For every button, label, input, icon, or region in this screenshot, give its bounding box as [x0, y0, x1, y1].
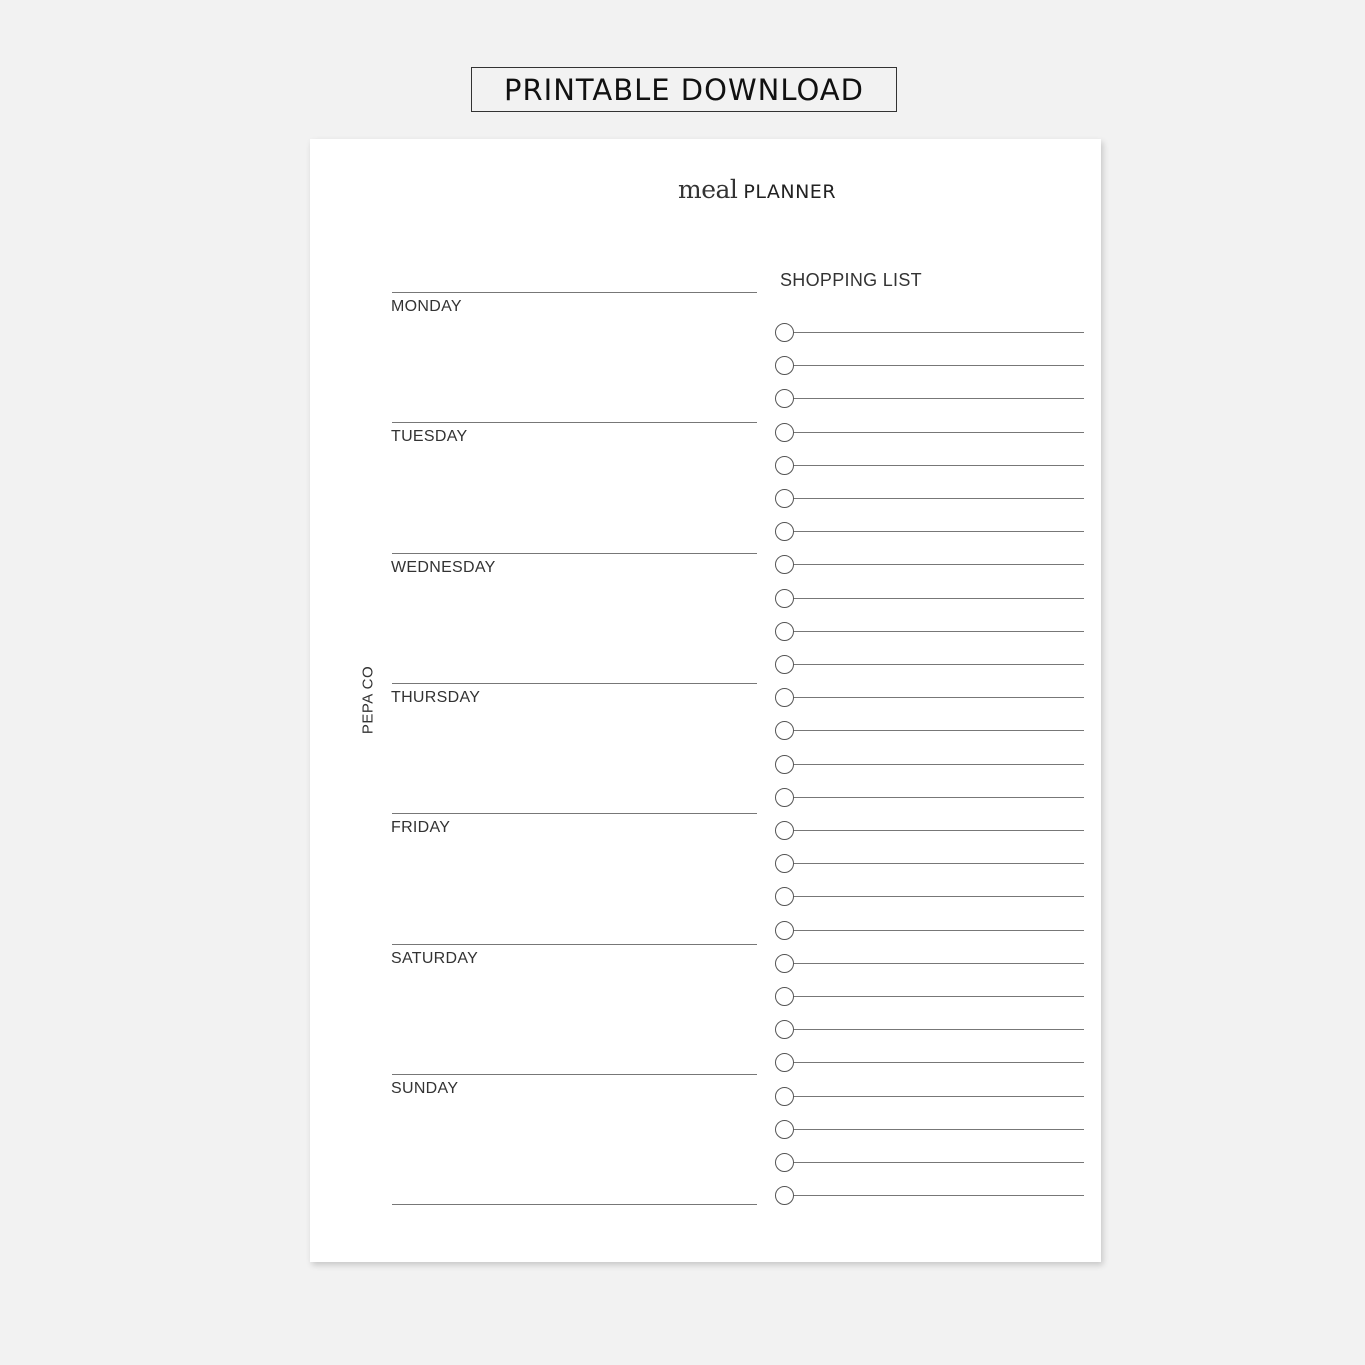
shopping-list-item [775, 688, 1085, 710]
shopping-list-item [775, 522, 1085, 544]
shopping-list-item [775, 1153, 1085, 1175]
shopping-item-line [793, 1195, 1084, 1196]
banner-label: PRINTABLE DOWNLOAD [504, 72, 864, 107]
shopping-list-item [775, 854, 1085, 876]
shopping-list-item [775, 489, 1085, 511]
shopping-item-line [793, 531, 1084, 532]
checkbox-circle-icon [775, 589, 794, 608]
day-divider [392, 1204, 757, 1205]
shopping-item-line [793, 664, 1084, 665]
shopping-item-line [793, 631, 1084, 632]
checkbox-circle-icon [775, 755, 794, 774]
shopping-item-line [793, 996, 1084, 997]
checkbox-circle-icon [775, 987, 794, 1006]
day-divider [392, 944, 757, 945]
checkbox-circle-icon [775, 1053, 794, 1072]
shopping-list-item [775, 555, 1085, 577]
checkbox-circle-icon [775, 423, 794, 442]
shopping-list-item [775, 721, 1085, 743]
day-label-saturday: SATURDAY [391, 949, 479, 967]
shopping-item-line [793, 365, 1084, 366]
shopping-list-item [775, 987, 1085, 1009]
shopping-list-item [775, 456, 1085, 478]
shopping-item-line [793, 398, 1084, 399]
checkbox-circle-icon [775, 1120, 794, 1139]
day-label-tuesday: TUESDAY [391, 428, 468, 446]
checkbox-circle-icon [775, 688, 794, 707]
checkbox-circle-icon [775, 655, 794, 674]
shopping-list-item [775, 389, 1085, 411]
day-divider [392, 1074, 757, 1075]
checkbox-circle-icon [775, 854, 794, 873]
shopping-item-line [793, 432, 1084, 433]
shopping-item-line [793, 830, 1084, 831]
day-label-monday: MONDAY [391, 298, 462, 315]
checkbox-circle-icon [775, 1087, 794, 1106]
shopping-item-line [793, 332, 1084, 333]
shopping-item-line [793, 498, 1084, 499]
checkbox-circle-icon [775, 1020, 794, 1039]
shopping-item-line [793, 1096, 1084, 1097]
shopping-list-item [775, 921, 1085, 943]
shopping-list-item [775, 755, 1085, 777]
shopping-list-item [775, 887, 1085, 909]
checkbox-circle-icon [775, 1186, 794, 1205]
shopping-item-line [793, 797, 1084, 798]
day-divider [392, 553, 757, 554]
checkbox-circle-icon [775, 721, 794, 740]
checkbox-circle-icon [775, 887, 794, 906]
shopping-item-line [793, 764, 1084, 765]
shopping-item-line [793, 1062, 1084, 1063]
checkbox-circle-icon [775, 555, 794, 574]
banner [471, 67, 897, 112]
shopping-list-item [775, 1186, 1085, 1208]
shopping-list-item [775, 821, 1085, 843]
checkbox-circle-icon [775, 1153, 794, 1172]
shopping-item-line [793, 598, 1084, 599]
shopping-item-line [793, 697, 1084, 698]
title-script: meal [678, 175, 738, 204]
checkbox-circle-icon [775, 821, 794, 840]
shopping-list-item [775, 1087, 1085, 1109]
shopping-list-item [775, 423, 1085, 445]
shopping-list-item [775, 788, 1085, 810]
shopping-list-item [775, 622, 1085, 644]
checkbox-circle-icon [775, 489, 794, 508]
shopping-item-line [793, 1029, 1084, 1030]
checkbox-circle-icon [775, 456, 794, 475]
shopping-item-line [793, 863, 1084, 864]
day-label-friday: FRIDAY [391, 819, 451, 837]
day-divider [392, 292, 757, 293]
shopping-list-item [775, 655, 1085, 677]
title-upper: PLANNER [743, 181, 837, 203]
shopping-item-line [793, 730, 1084, 731]
day-divider [392, 813, 757, 814]
checkbox-circle-icon [775, 356, 794, 375]
shopping-item-line [793, 1162, 1084, 1163]
shopping-list-item [775, 589, 1085, 611]
checkbox-circle-icon [775, 788, 794, 807]
day-divider [392, 422, 757, 423]
day-label-sunday: SUNDAY [391, 1079, 459, 1097]
checkbox-circle-icon [775, 389, 794, 408]
brand-label: PEPA CO [359, 665, 377, 735]
shopping-list-item [775, 1120, 1085, 1142]
shopping-list-item [775, 356, 1085, 378]
shopping-item-line [793, 963, 1084, 964]
checkbox-circle-icon [775, 622, 794, 641]
shopping-list-item [775, 1020, 1085, 1042]
shopping-list-title: SHOPPING LIST [780, 270, 922, 290]
checkbox-circle-icon [775, 954, 794, 973]
shopping-item-line [793, 564, 1084, 565]
checkbox-circle-icon [775, 522, 794, 541]
day-label-thursday: THURSDAY [391, 688, 481, 706]
shopping-list-item [775, 954, 1085, 976]
shopping-list-item [775, 1053, 1085, 1075]
brand-vertical [359, 665, 377, 735]
planner-title [678, 175, 836, 204]
shopping-item-line [793, 930, 1084, 931]
shopping-item-line [793, 896, 1084, 897]
shopping-list-item [775, 323, 1085, 345]
checkbox-circle-icon [775, 323, 794, 342]
shopping-item-line [793, 1129, 1084, 1130]
shopping-item-line [793, 465, 1084, 466]
day-divider [392, 683, 757, 684]
checkbox-circle-icon [775, 921, 794, 940]
day-label-wednesday: WEDNESDAY [391, 558, 496, 576]
planner-sheet [310, 139, 1101, 1262]
